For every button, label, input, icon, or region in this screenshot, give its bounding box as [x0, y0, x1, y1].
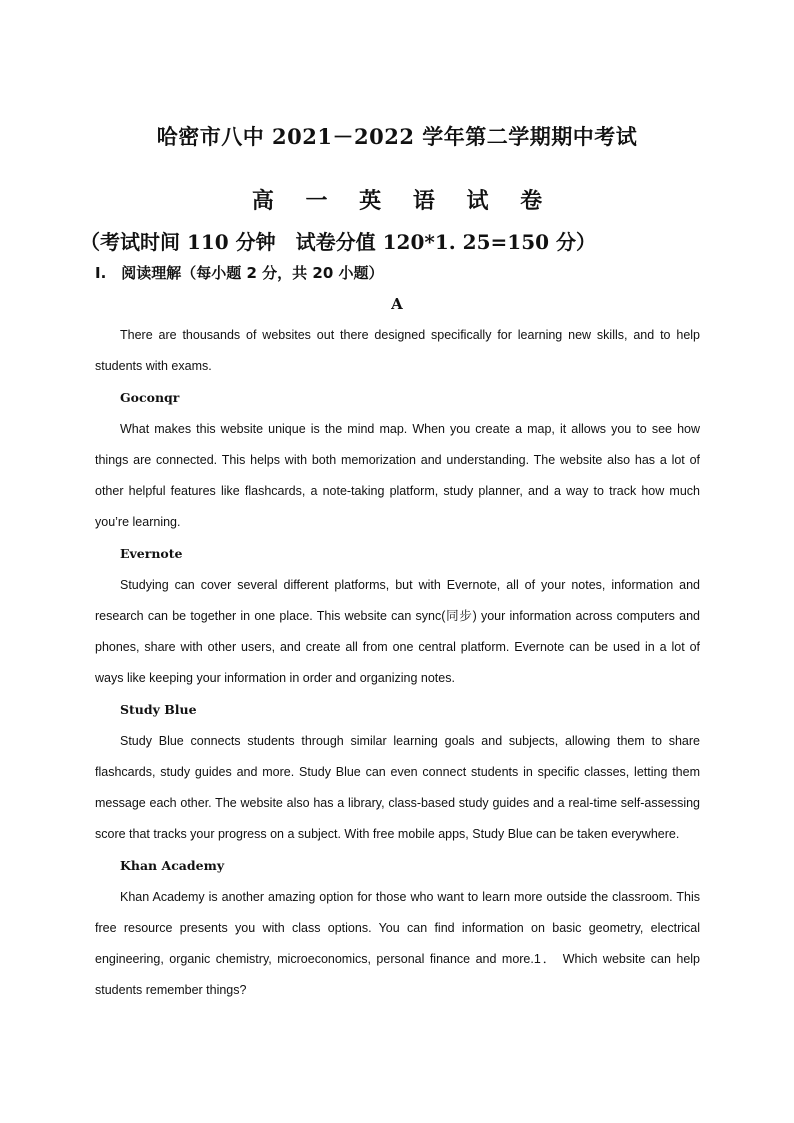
exam-info: （考试时间 110 分钟 试卷分值 120*1. 25=150 分）: [80, 230, 596, 254]
exam-title: 哈密市八中 2021－2022 学年第二学期期中考试: [156, 124, 638, 149]
site-description: What makes this website unique is the mind map. When you create a map, it allows you to see how things are connected. This helps with both memorization and understanding. The website also has a lot of other helpful features like flashcards, a note-taking platform, study planner, and a way to track how much you’re learning.: [95, 421, 700, 530]
site-heading: Study Blue: [120, 702, 197, 718]
site-description: Study Blue connects students through similar learning goals and subjects, allowing them to share flashcards, study guides and more. Study Blue can even connect students in specific classes, letting them message each other. The website also has a library, class-based study guides and a real-time self-assessing score that tracks your progress on a subject. With free mobile apps, Study Blue can be taken everywhere.: [95, 733, 700, 842]
site-description: Studying can cover several different platforms, but with Evernote, all of your notes, information and research can be together in one place. This website can sync(同步) your information across computers and phones, share with other users, and create all from one central platform. Evernote can be used in a lot of ways like keeping your information in order and organizing notes.: [95, 577, 700, 686]
section-heading: I. 阅读理解（每小题 2 分，共 20 小题）: [95, 264, 384, 282]
passage-intro: There are thousands of websites out there designed specifically for learning new skills, and to help students with exams.: [95, 328, 700, 374]
passage-label: A: [391, 295, 403, 313]
passage-body: [95, 320, 700, 1006]
site-heading: Evernote: [120, 546, 183, 562]
site-description: Khan Academy is another amazing option for those who want to learn more outside the classroom. This free resource presents you with class options. You can find information on basic geometry, electrical engineering, organic chemistry, microeconomics, personal finance and more.1． Which website can help students remember things?: [95, 889, 700, 998]
subject-title: 高 一 英 语 试 卷: [251, 188, 543, 214]
site-heading: Khan Academy: [120, 858, 225, 874]
site-heading: Goconqr: [120, 390, 180, 406]
